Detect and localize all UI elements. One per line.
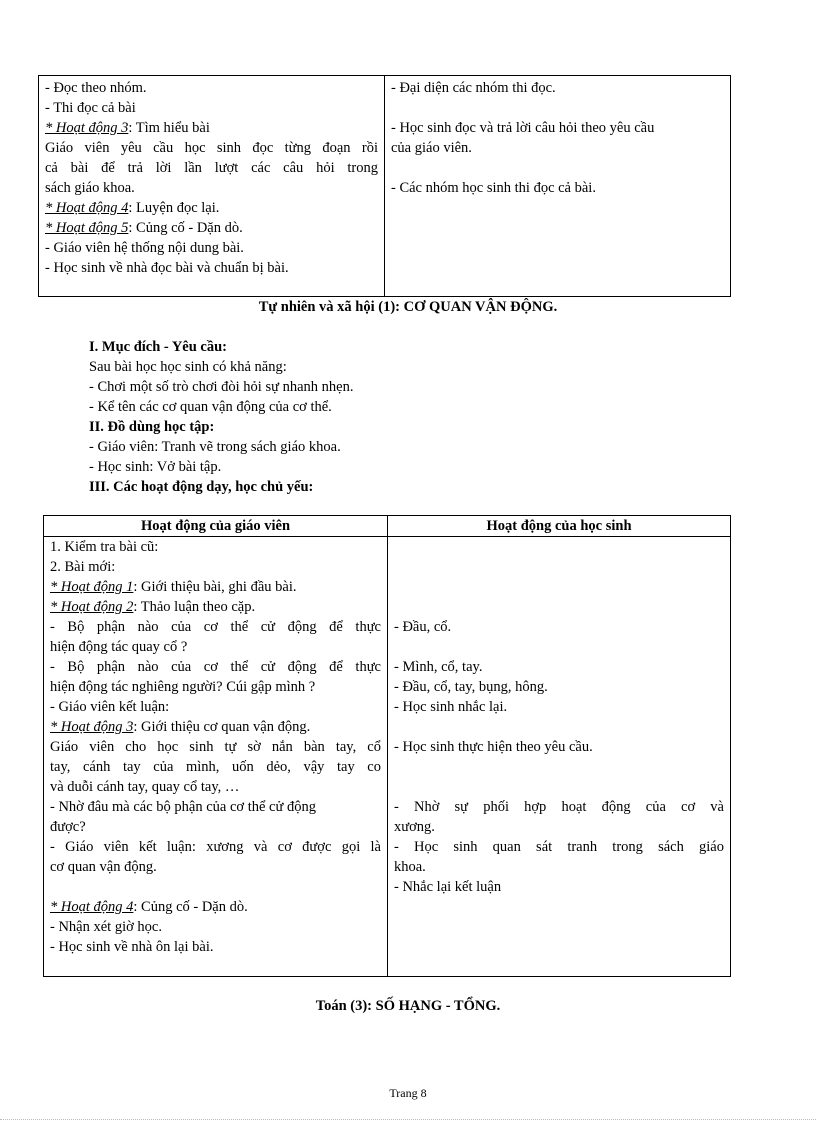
activity-text: : Luyện đọc lại. — [128, 200, 220, 216]
activity-label: * Hoạt động 4 — [45, 200, 129, 216]
blank-line — [394, 557, 724, 577]
text-line: - Thi đọc cả bài — [45, 100, 136, 116]
text-line: cơ quan vận động. — [50, 859, 157, 875]
table1-right-column — [385, 76, 730, 296]
text-line: - Đầu, cổ. — [394, 619, 452, 635]
text-line: - Đầu, cổ, tay, bụng, hông. — [394, 679, 548, 695]
blank-line — [50, 877, 381, 897]
text-line: - Học sinh về nhà ôn lại bài. — [50, 939, 214, 955]
text-line: cả bài để trả lời lần lượt các câu hỏi trong — [45, 160, 378, 176]
blank-line — [391, 98, 724, 118]
text-line: - Nhờ đâu mà các bộ phận của cơ thể cử động — [50, 799, 316, 815]
text-line: và duỗi cánh tay, quay cổ tay, … — [50, 779, 240, 795]
blank-line — [394, 757, 724, 777]
text-line: - Học sinh thực hiện theo yêu cầu. — [394, 739, 593, 755]
text-line: - Nhắc lại kết luận — [394, 879, 502, 895]
activity-label: * Hoạt động 5 — [45, 220, 129, 236]
section1-line: - Chơi một số trò chơi đòi hỏi sự nhanh nhẹn. — [89, 379, 354, 395]
section2-heading: II. Đồ dùng học tập: — [89, 419, 215, 435]
blank-line — [394, 717, 724, 737]
text-line: khoa. — [394, 859, 426, 875]
text-line: Giáo viên cho học sinh tự sờ nắn bàn tay, cổ — [50, 739, 381, 755]
activity-line — [50, 597, 381, 617]
section1-line: - Kể tên các cơ quan vận động của cơ thể. — [89, 399, 332, 415]
section1-line: Sau bài học học sinh có khả năng: — [89, 359, 287, 375]
activity-label: * Hoạt động 2 — [50, 599, 134, 615]
section3-heading: III. Các hoạt động dạy, học chủ yếu: — [89, 479, 314, 495]
blank-line — [391, 158, 724, 178]
activity-text: : Thảo luận theo cặp. — [133, 599, 256, 615]
text-line: - Bộ phận nào của cơ thể cử động để thực — [50, 659, 381, 675]
activity-label: * Hoạt động 3 — [50, 719, 134, 735]
activity-line — [45, 118, 378, 138]
section2-line: - Học sinh: Vở bài tập. — [89, 459, 222, 475]
activity-text: : Giới thiệu cơ quan vận động. — [133, 719, 311, 735]
activity-table-1 — [38, 75, 731, 297]
table2-left-column — [44, 537, 387, 976]
text-line: 1. Kiểm tra bài cũ: — [50, 539, 159, 555]
blank-line — [394, 597, 724, 617]
text-line: - Giáo viên hệ thống nội dung bài. — [45, 240, 244, 256]
table2-header-teacher: Hoạt động của giáo viên — [140, 518, 291, 534]
text-line: - Học sinh quan sát tranh trong sách giáo — [394, 839, 724, 855]
activity-label: * Hoạt động 3 — [45, 120, 129, 136]
text-line: - Các nhóm học sinh thi đọc cả bài. — [391, 180, 596, 196]
blank-line — [394, 637, 724, 657]
activity-text: : Củng cố - Dặn dò. — [128, 220, 243, 236]
lesson-title: Tự nhiên và xã hội (1): CƠ QUAN VẬN ĐỘNG. — [258, 299, 558, 315]
text-line: - Học sinh nhắc lại. — [394, 699, 508, 715]
activity-text: : Giới thiệu bài, ghi đầu bài. — [133, 579, 297, 595]
text-line: tay, cánh tay của mình, uốn dẻo, vậy tay co — [50, 759, 381, 775]
text-line: - Học sinh về nhà đọc bài và chuẩn bị bài. — [45, 260, 289, 276]
text-line: - Mình, cổ, tay. — [394, 659, 483, 675]
next-lesson-title: Toán (3): SỐ HẠNG - TỔNG. — [315, 998, 501, 1014]
text-line: Giáo viên yêu cầu học sinh đọc từng đoạn rồi — [45, 140, 378, 156]
blank-line — [394, 777, 724, 797]
activity-text: : Tìm hiểu bài — [128, 120, 210, 136]
activity-line — [50, 577, 381, 597]
text-line: 2. Bài mới: — [50, 559, 116, 575]
text-line: - Bộ phận nào của cơ thể cử động để thực — [50, 619, 381, 635]
page-number: Trang 8 — [389, 1086, 427, 1100]
table2-header-student: Hoạt động của học sinh — [486, 518, 632, 534]
text-line: - Giáo viên kết luận: — [50, 699, 170, 715]
text-line: - Nhận xét giờ học. — [50, 919, 162, 935]
text-line: hiện động tác nghiêng người? Cúi gập mình ? — [50, 679, 316, 695]
text-line: của giáo viên. — [391, 140, 472, 156]
table1-left-column — [39, 76, 384, 296]
page-bottom-divider — [0, 1119, 816, 1120]
text-line: - Đại diện các nhóm thi đọc. — [391, 80, 556, 96]
activity-label: * Hoạt động 4 — [50, 899, 134, 915]
text-line: được? — [50, 819, 86, 835]
lesson-body — [89, 337, 729, 497]
activity-label: * Hoạt động 1 — [50, 579, 134, 595]
text-line: sách giáo khoa. — [45, 180, 135, 196]
activity-table-2 — [43, 515, 731, 977]
text-line: - Học sinh đọc và trả lời câu hỏi theo yêu cầu — [391, 120, 655, 136]
blank-line — [394, 537, 724, 557]
activity-text: : Củng cố - Dặn dò. — [133, 899, 248, 915]
blank-line — [394, 577, 724, 597]
table2-right-column — [388, 537, 730, 976]
text-line: - Đọc theo nhóm. — [45, 80, 147, 96]
text-line: - Giáo viên kết luận: xương và cơ được gọi là — [50, 839, 381, 855]
text-line: hiện động tác quay cổ ? — [50, 639, 188, 655]
activity-line — [50, 717, 381, 737]
activity-line — [50, 897, 381, 917]
text-line: - Nhờ sự phối hợp hoạt động của cơ và — [394, 799, 724, 815]
section2-line: - Giáo viên: Tranh vẽ trong sách giáo khoa. — [89, 439, 341, 455]
text-line: xương. — [394, 819, 435, 835]
section1-heading: I. Mục đích - Yêu cầu: — [89, 339, 228, 355]
activity-line — [45, 218, 378, 238]
activity-line — [45, 198, 378, 218]
